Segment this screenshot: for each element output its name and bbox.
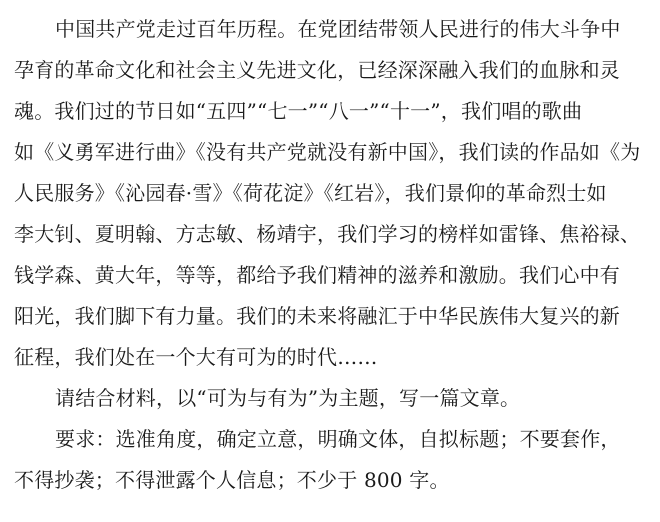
text-line-3: 魂。我们过的节日如“五四”“七一”“八一”“十一”，我们唱的歌曲 (14, 99, 583, 123)
text-line-4: 如《义勇军进行曲》《没有共产党就没有新中国》，我们读的作品如《为 (14, 140, 641, 164)
text-line-5: 人民服务》《沁园春·雪》《荷花淀》《红岩》，我们景仰的革命烈士如 (14, 181, 607, 205)
text-line-8: 阳光，我们脚下有力量。我们的未来将融汇于中华民族伟大复兴的新 (14, 304, 620, 328)
text-line-7: 钱学森、黄大年，等等，都给予我们精神的滋养和激励。我们心中有 (14, 263, 620, 287)
requirements-line-2: 不得抄袭；不得泄露个人信息；不少于 800 字。 (14, 468, 450, 492)
text-line-1: 中国共产党走过百年历程。在党团结带领人民进行的伟大斗争中 (55, 17, 621, 41)
task-instruction-line: 请结合材料，以“可为与有为”为主题，写一篇文章。 (55, 386, 521, 410)
text-line-6: 李大钊、夏明翰、方志敏、杨靖宇，我们学习的榜样如雷锋、焦裕禄、 (14, 222, 641, 246)
text-line-9: 征程，我们处在一个大有可为的时代…… (14, 345, 378, 369)
requirements-line-1: 要求：选准角度，确定立意，明确文体，自拟标题；不要套作， (55, 427, 621, 451)
text-line-2: 孕育的革命文化和社会主义先进文化，已经深深融入我们的血脉和灵 (14, 58, 620, 82)
